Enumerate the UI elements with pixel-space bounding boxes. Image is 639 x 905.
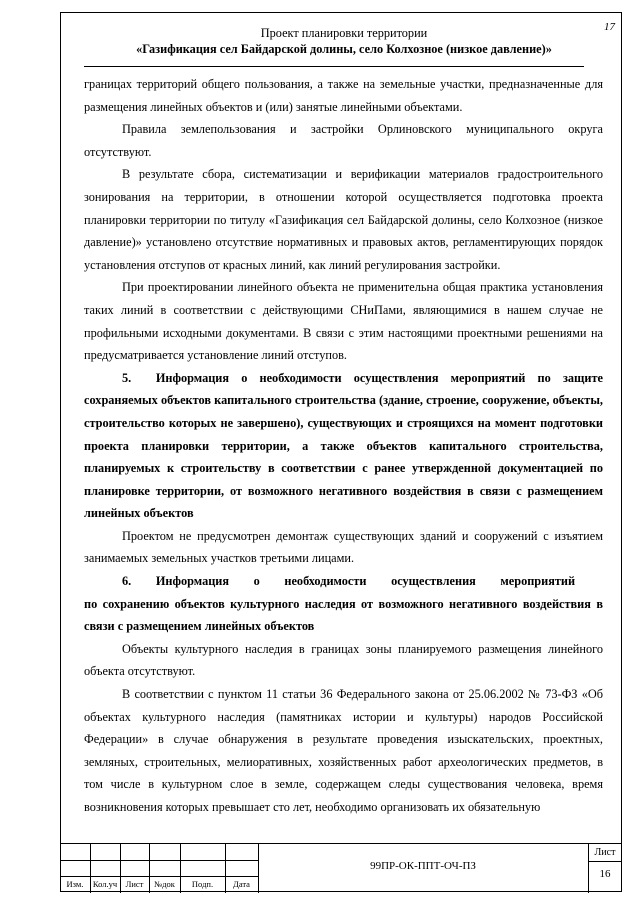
header-project-name: «Газификация сел Байдарской долины, село Колхозное (низкое давление)» — [136, 42, 552, 56]
sheet-number: 16 — [599, 868, 611, 880]
stamp-col-label: Кол.уч — [92, 879, 118, 889]
paragraph: В соответствии с пунктом 11 статьи 36 Федерального закона от 25.06.2002 № 73-ФЗ «Об объектах культурного наследия (памятниках истории и культуры) народов Российской Федерации» в случае обнаружения в результате проведения изыскательских, проектных, земляных, строительных, мелиоративных, хозяйственных работ археологических предметов, в том числе в культурном слое в земле, содержащем следы существования человека, время возникновения которых превышает сто лет, необходимо организовать их обязательную — [84, 687, 603, 814]
paragraph: границах территорий общего пользования, а также на земельные участки, предназначенные для размещения линейных объектов и (или) занятые линейными объектами. — [84, 77, 603, 114]
paragraph: Объекты культурного наследия в границах зоны планируемого размещения линейного объекта отсутствуют. — [84, 641, 603, 679]
stamp-col-label: Лист — [125, 879, 144, 889]
stamp-col-label: №док — [154, 879, 175, 889]
paragraph: При проектировании линейного объекта не применительна общая практика установления таких линий в соответствии с действующими СНиПами, являющимися в нашем случае не профильными исходными документами. В связи с этим настоящими проектными решениями на предусматривается установление линий отступов. — [84, 280, 603, 363]
section-heading-6: 6. Информация о необходимости осуществления мероприятий по сохранению объектов культурного наследия от возможного негативного воздействия в связи с размещением линейных объектов — [84, 574, 603, 634]
stamp-col-label: Изм. — [66, 879, 84, 889]
document-body — [84, 73, 603, 819]
page-number-corner: 17 — [604, 21, 615, 33]
header-divider — [84, 66, 584, 67]
sheet-label: Лист — [594, 847, 616, 858]
paragraph: Проектом не предусмотрен демонтаж существующих зданий и сооружений с изъятием занимаемых земельных участков третьими лицами. — [84, 528, 603, 566]
stamp-col-label: Подп. — [191, 879, 214, 889]
document-code: 99ПР-ОК-ППТ-ОЧ-ПЗ — [370, 860, 476, 872]
paragraph: Правила землепользования и застройки Орлиновского муниципального округа отсутствуют. — [84, 122, 603, 159]
document-header — [84, 25, 604, 57]
title-block — [60, 843, 622, 892]
header-title: Проект планировки территории — [260, 26, 428, 40]
stamp-col-label: Дата — [233, 879, 250, 889]
sheet-divider — [588, 861, 622, 862]
paragraph: В результате сбора, систематизации и верификации материалов градостроительного зонирования на территории, в отношении которой осуществляется подготовка проекта планировки территории по титулу «Газификация сел Байдарской долины, село Колхозное (низкое давление)» установлено отсутствие нормативных и правовых актов, регламентирующих порядок установления отступов от красных линий, как линий регулирования застройки. — [84, 167, 603, 272]
section-heading-5: 5. Информация о необходимости осуществления мероприятий по защите сохраняемых объектов капитального строительства (здание, строение, сооружение, объекты, строительство которых не завершено), существующих и строящихся на момент подготовки проекта планировки территории, а также объектов капитального строительства, планируемых к строительству в соответствии с ранее утвержденной документацией по планировке территории, от возможного негативного воздействия в связи с размещением линейных объектов — [84, 370, 603, 521]
